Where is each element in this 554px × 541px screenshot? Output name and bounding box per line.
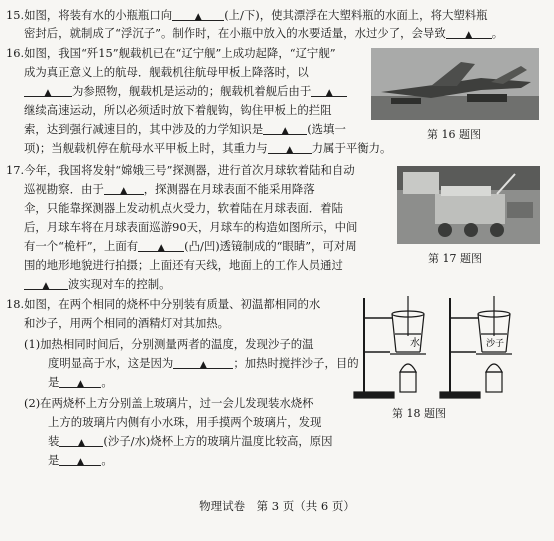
q17-line7: ▲ 波实现对车的控制。 bbox=[24, 277, 171, 291]
page-footer: 物理试卷 第 3 页（共 6 页） bbox=[199, 499, 355, 513]
answer-blank[interactable]: ▲ bbox=[76, 379, 84, 389]
moon-rover-photo bbox=[397, 166, 540, 244]
q16-line3: ▲ 为参照物，舰载机是运动的；舰载机着舰后由于 ▲ bbox=[24, 84, 347, 98]
answer-blank[interactable]: ▲ bbox=[286, 145, 294, 155]
label-sand: 沙子 bbox=[486, 339, 505, 349]
q18-part1-line3: 是 ▲ 。 bbox=[48, 375, 113, 389]
q16-line4: 继续高速运动，所以必须适时放下着舰钩，钩住甲板上的拦阻 bbox=[24, 103, 332, 117]
q16-caption: 第 16 题图 bbox=[427, 128, 481, 141]
q18-part1-line1: (1)加热相同时间后，分别测量两者的温度，发现沙子的温 bbox=[24, 337, 314, 351]
q16-line5: 索，达到强行减速目的，其中涉及的力学知识是 ▲ (选填一 bbox=[24, 122, 346, 136]
q17-line1: 17.今年，我国将发射“嫦娥三号”探测器，进行首次月球软着陆和自动 bbox=[6, 163, 355, 177]
q17-line2: 巡视勘察．由于 ▲ ，探测器在月球表面不能采用降落 bbox=[24, 182, 315, 196]
answer-blank[interactable]: ▲ bbox=[199, 360, 207, 370]
q18-line1: 18.如图，在两个相同的烧杯中分别装有质量、初温都相同的水 bbox=[6, 297, 321, 311]
q17-caption: 第 17 题图 bbox=[428, 252, 482, 265]
answer-blank[interactable]: ▲ bbox=[465, 30, 473, 40]
jet-fighter-photo bbox=[371, 48, 539, 120]
q16-line1: 16.如图，我国“歼15”舰载机已在“辽宁舰”上成功起降，“辽宁舰” bbox=[6, 46, 336, 60]
q17-line3: 伞，只能靠探测器上发动机点火受力，软着陆在月球表面．着陆 bbox=[24, 201, 343, 215]
q15-line2: 密封后，就制成了“浮沉子”。制作时，在小瓶中放入的水要适量，水过少了，会导致 ▲ 。 bbox=[24, 26, 504, 40]
q17-line6: 围的地形地貌进行拍摄；上面还有天线，地面上的工作人员通过 bbox=[24, 258, 343, 272]
answer-blank[interactable]: ▲ bbox=[42, 281, 50, 291]
answer-blank[interactable]: ▲ bbox=[194, 12, 202, 22]
q18-part2-line4: 是 ▲ 。 bbox=[48, 453, 113, 467]
answer-blank[interactable]: ▲ bbox=[157, 243, 165, 253]
q18-caption: 第 18 题图 bbox=[392, 407, 446, 420]
q18-part2-line3: 装 ▲ (沙子/水)烧杯上方的玻璃片温度比较高，原因 bbox=[48, 434, 333, 448]
answer-blank[interactable]: ▲ bbox=[76, 457, 84, 467]
answer-blank[interactable]: ▲ bbox=[120, 186, 128, 196]
answer-blank[interactable]: ▲ bbox=[44, 88, 52, 98]
q17-line4: 后，月球车将在月球表面巡游90天，月球车的构造如图所示，中间 bbox=[24, 220, 358, 234]
answer-blank[interactable]: ▲ bbox=[325, 88, 333, 98]
q18-part2-line2: 上方的玻璃片内侧有小水珠，用手摸两个玻璃片，发现 bbox=[48, 415, 322, 429]
label-water: 水 bbox=[410, 338, 420, 349]
q17-figure-photo bbox=[397, 166, 540, 244]
q16-figure-photo bbox=[371, 48, 539, 120]
q18-line2: 和沙子，用两个相同的酒精灯对其加热。 bbox=[24, 316, 230, 330]
q18-part1-line2: 度明显高于水，这是因为 ▲ ；加热时搅拌沙子，目的 bbox=[48, 356, 359, 370]
q16-line6: 项)；当舰载机停在航母水平甲板上时，其重力与 ▲ 力属于平衡力。 bbox=[24, 141, 392, 155]
q17-line5: 有一个“桅杆”，上面有 ▲ (凸/凹)透镜制成的“眼睛”，可对周 bbox=[24, 239, 357, 253]
answer-blank[interactable]: ▲ bbox=[77, 438, 85, 448]
q18-figure-diagram bbox=[350, 290, 530, 402]
q16-line2: 成为真正意义上的航母．舰载机往航母甲板上降落时，以 bbox=[24, 65, 309, 79]
q18-part2-line1: (2)在两烧杯上方分别盖上玻璃片，过一会儿发现装水烧杯 bbox=[24, 396, 314, 410]
answer-blank[interactable]: ▲ bbox=[281, 126, 289, 136]
q15-line1: 15.如图，将装有水的小瓶瓶口向 ▲ (上/下)，使其漂浮在大塑料瓶的水面上，将大塑料瓶 bbox=[6, 8, 488, 22]
